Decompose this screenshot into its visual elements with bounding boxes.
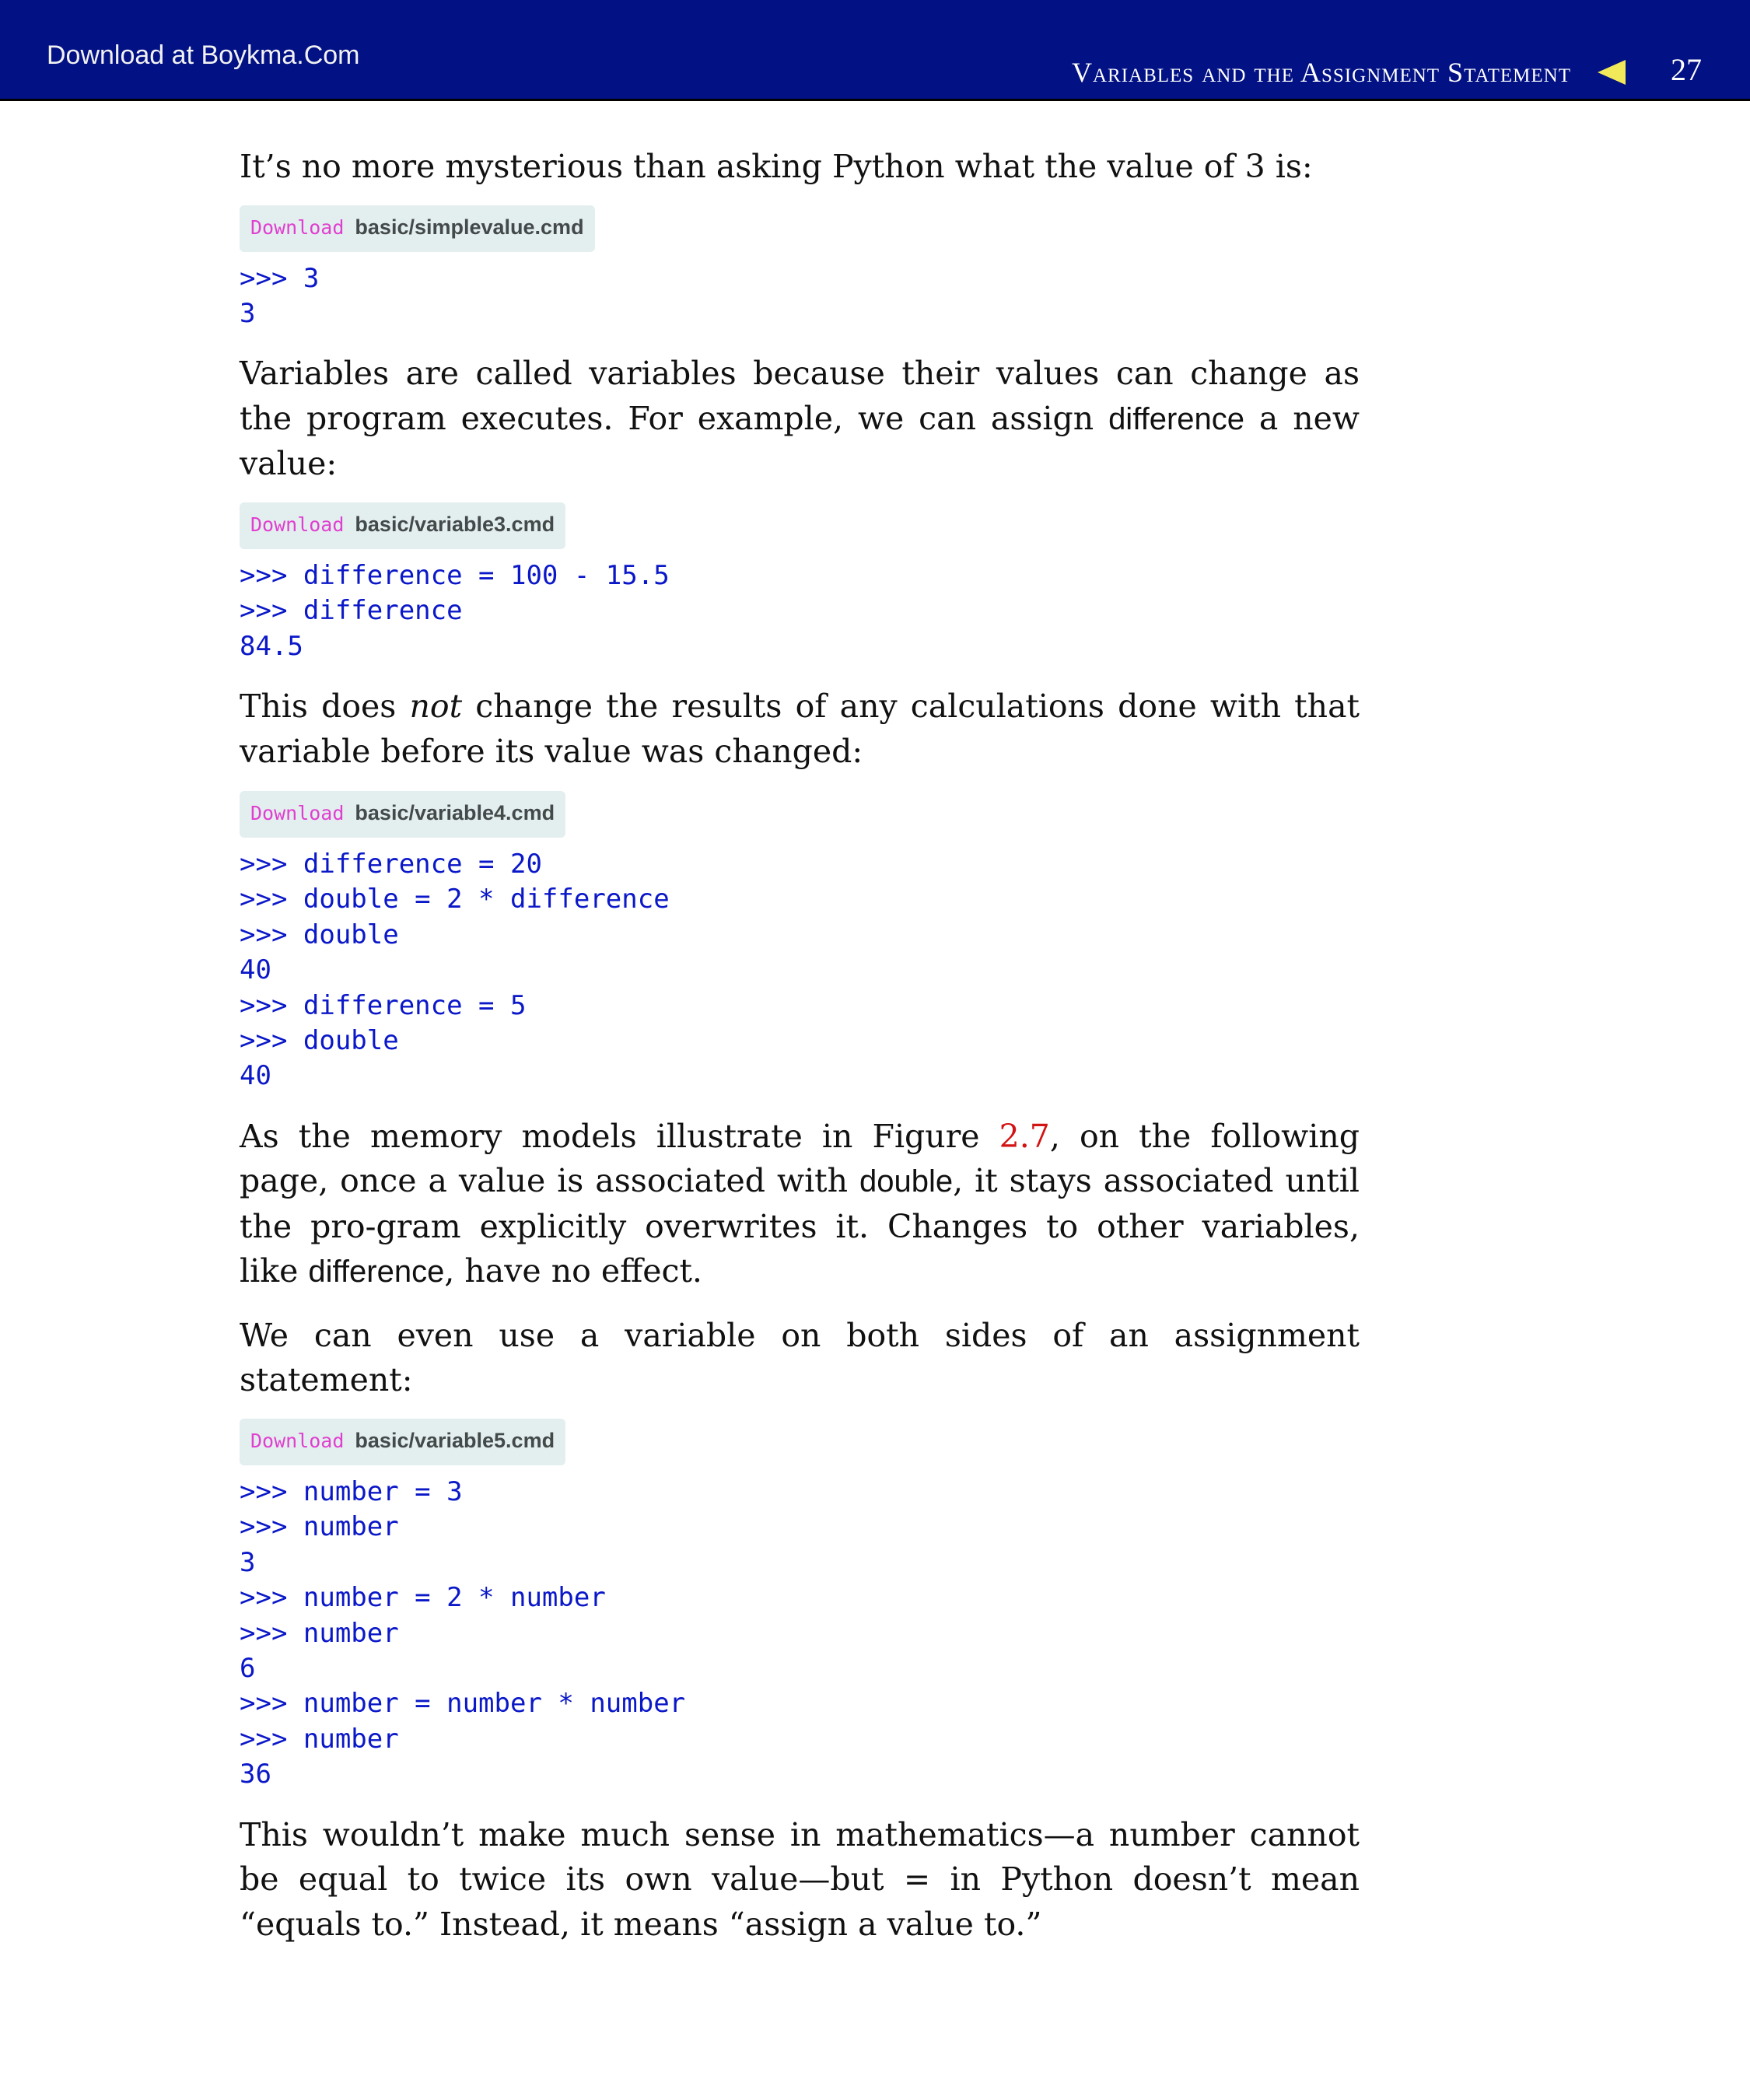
download-box-4[interactable] [240,1419,1360,1465]
page-number: 27 [1671,52,1702,87]
code-line: 40 [240,1060,271,1092]
paragraph-5: We can even use a variable on both sides of an assignment statement: [240,1316,1360,1399]
code-line: >>> difference [240,595,463,627]
code-line: >>> number = 2 * number [240,1582,606,1614]
page-body [240,145,1360,1947]
download-box-3[interactable] [240,791,1360,838]
paragraph-1: It’s no more mysterious than asking Python what the value of 3 is: [240,148,1313,185]
previous-page-arrow-icon[interactable] [1598,60,1626,85]
paragraph-3 [240,684,1360,774]
download-filename: basic/variable5.cmd [355,1428,555,1452]
code-line: >>> difference = 5 [240,989,527,1021]
paragraph-text: a new value: [240,399,1360,483]
download-box-1[interactable] [240,205,1360,252]
paragraph-text: , have no effect. [444,1252,702,1290]
code-block-3 [240,847,1360,1094]
page-header [0,0,1750,101]
code-line: 84.5 [240,630,303,662]
download-filename: basic/variable4.cmd [355,801,555,825]
paragraph-text: This does [240,688,410,726]
paragraph-text: change the results of any calculations done with that variable before its value was changed: [240,688,1360,770]
code-line: >>> number [240,1617,399,1649]
code-block-4 [240,1475,1360,1793]
download-label: Download [250,215,345,239]
code-line: >>> difference = 100 - 15.5 [240,559,670,591]
inline-code: double [859,1164,954,1199]
paragraph-text: , it stays associated until the pro-gram explicitly overwrites it. Changes to other variables, like [240,1162,1360,1290]
code-line: 3 [240,297,256,329]
paragraph-6: This wouldn’t make much sense in mathematics—a number cannot be equal to twice its own value—but = in Python doesn’t mean “equals to.” Instead, it means “assign a value to.” [240,1815,1360,1943]
code-line: >>> double [240,1025,399,1057]
code-block-1 [240,261,1360,332]
inline-code: difference [308,1255,445,1290]
download-filename: basic/variable3.cmd [355,512,555,536]
paragraph-2 [240,352,1360,487]
paragraph-4 [240,1115,1360,1295]
download-label: Download [250,513,345,536]
download-watermark: Download at Boykma.Com [47,40,360,70]
inline-code: difference [1108,401,1245,436]
running-title [1072,56,1626,89]
download-label: Download [250,802,345,825]
emphasis: not [409,688,463,726]
code-line: >>> number = 3 [240,1475,463,1507]
code-line: 6 [240,1652,256,1684]
download-filename: basic/simplevalue.cmd [355,215,584,239]
paragraph-text: , on the following page, once a value is associated with [240,1117,1360,1200]
paragraph-text: Variables are called variables because their values can change as the program executes. For example, we can assign [240,355,1360,437]
code-line: >>> number [240,1511,399,1543]
code-line: >>> difference = 20 [240,849,542,880]
download-label: Download [250,1429,345,1452]
code-block-2 [240,558,1360,664]
code-line: 3 [240,1546,256,1578]
figure-link[interactable]: 2.7 [999,1117,1050,1155]
code-line: >>> double [240,919,399,950]
download-box-2[interactable] [240,502,1360,549]
code-line: >>> double = 2 * difference [240,884,670,915]
code-line: >>> number = number * number [240,1688,686,1720]
code-line: >>> 3 [240,262,320,294]
running-title-text: Variables and the Assignment Statement [1071,57,1571,88]
paragraph-text: As the memory models illustrate in Figure [240,1117,999,1155]
code-line: >>> number [240,1723,399,1755]
code-line: 36 [240,1759,271,1790]
code-line: 40 [240,954,271,986]
